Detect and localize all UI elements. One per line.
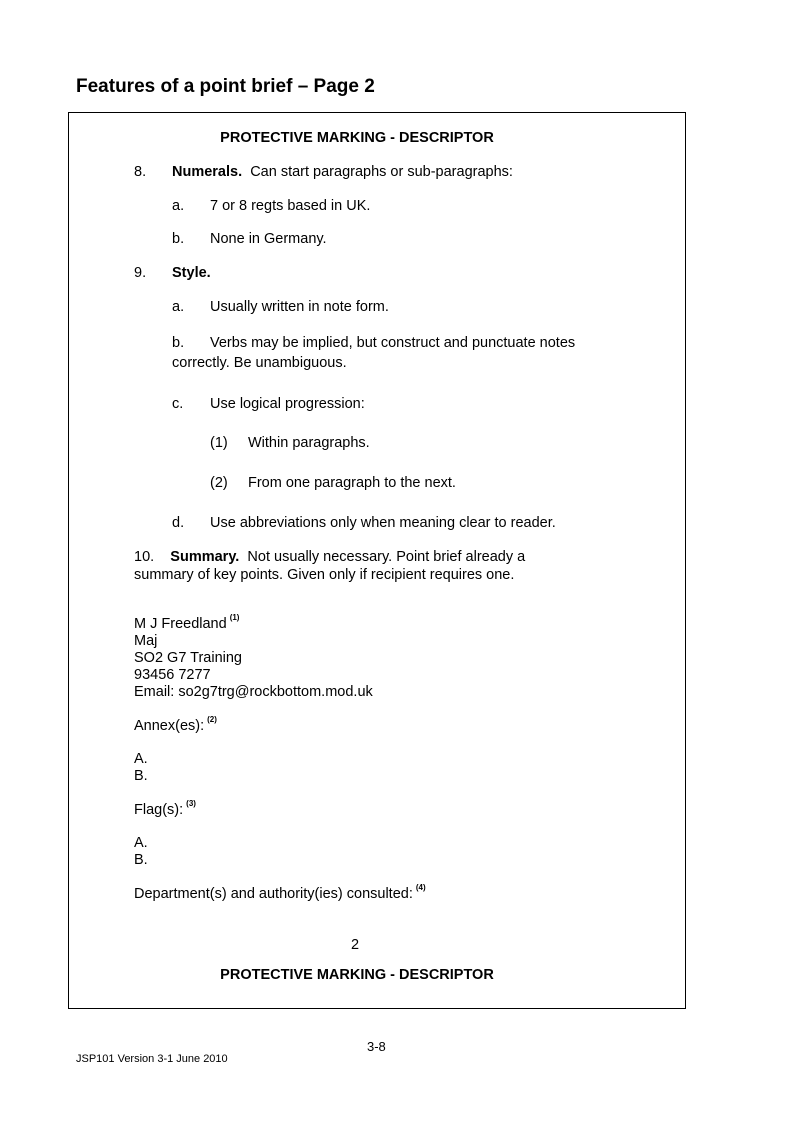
para9c2-text: From one paragraph to the next.: [248, 475, 456, 491]
para10-line2: summary of key points. Given only if recipient requires one.: [134, 567, 515, 583]
para9b-line2: correctly. Be unambiguous.: [172, 355, 347, 371]
inner-page-number: 2: [351, 937, 360, 953]
para9d-label: d.: [172, 515, 185, 531]
para10-number: 10.: [134, 549, 155, 565]
annex-a: A.: [134, 751, 148, 767]
consulted-label: [134, 883, 426, 902]
para9-heading: [172, 265, 211, 281]
para8b-label: b.: [172, 231, 185, 247]
signature-email: Email: so2g7trg@rockbottom.mod.uk: [134, 684, 373, 700]
para9b-label: b.: [172, 335, 185, 351]
outer-page-number: 3-8: [367, 1039, 386, 1054]
signature-phone: 93456 7277: [134, 667, 211, 683]
para8a-text: 7 or 8 regts based in UK.: [210, 198, 371, 214]
para10-line1: [134, 549, 525, 565]
flag-a: A.: [134, 835, 148, 851]
para9a-label: a.: [172, 299, 185, 315]
page-title: Features of a point brief – Page 2: [76, 76, 375, 97]
protective-marking-bottom: PROTECTIVE MARKING - DESCRIPTOR: [220, 967, 494, 983]
signature-rank: Maj: [134, 633, 158, 649]
note-1: (1): [229, 613, 240, 622]
para9-heading-text: Style.: [172, 265, 211, 281]
para8-text: [172, 164, 513, 180]
para9-number: 9.: [134, 265, 147, 281]
para9b-line1: Verbs may be implied, but construct and punctuate notes: [210, 335, 576, 351]
note-3: (3): [186, 799, 196, 808]
note-2: (2): [207, 715, 217, 724]
protective-marking-top: PROTECTIVE MARKING - DESCRIPTOR: [220, 130, 494, 146]
document-footer: JSP101 Version 3-1 June 2010: [76, 1053, 228, 1065]
para10-heading: Summary.: [170, 549, 240, 565]
consulted-label-text: Department(s) and authority(ies) consulted:: [134, 886, 413, 902]
para8-body: Can start paragraphs or sub-paragraphs:: [250, 164, 513, 180]
para9a-text: Usually written in note form.: [210, 299, 389, 315]
annexes-label: [134, 715, 217, 734]
para9c1-label: (1): [210, 435, 228, 451]
para9c-label: c.: [172, 396, 184, 412]
para9c1-text: Within paragraphs.: [248, 435, 370, 451]
signature-name-text: M J Freedland: [134, 616, 227, 632]
para10-body: Not usually necessary. Point brief already a: [247, 549, 526, 565]
flags-label: [134, 799, 196, 818]
note-4: (4): [415, 883, 426, 892]
para9d-text: Use abbreviations only when meaning clear to reader.: [210, 515, 556, 531]
annex-b: B.: [134, 768, 148, 784]
para8-heading: Numerals.: [172, 164, 243, 180]
annexes-label-text: Annex(es):: [134, 718, 205, 734]
para8b-text: None in Germany.: [210, 231, 327, 247]
flags-label-text: Flag(s):: [134, 802, 184, 818]
para9c-text: Use logical progression:: [210, 396, 365, 412]
signature-post: SO2 G7 Training: [134, 650, 242, 666]
signature-name: [134, 613, 240, 632]
para9c2-label: (2): [210, 475, 228, 491]
para8-number: 8.: [134, 164, 147, 180]
flag-b: B.: [134, 852, 148, 868]
para8a-label: a.: [172, 198, 185, 214]
